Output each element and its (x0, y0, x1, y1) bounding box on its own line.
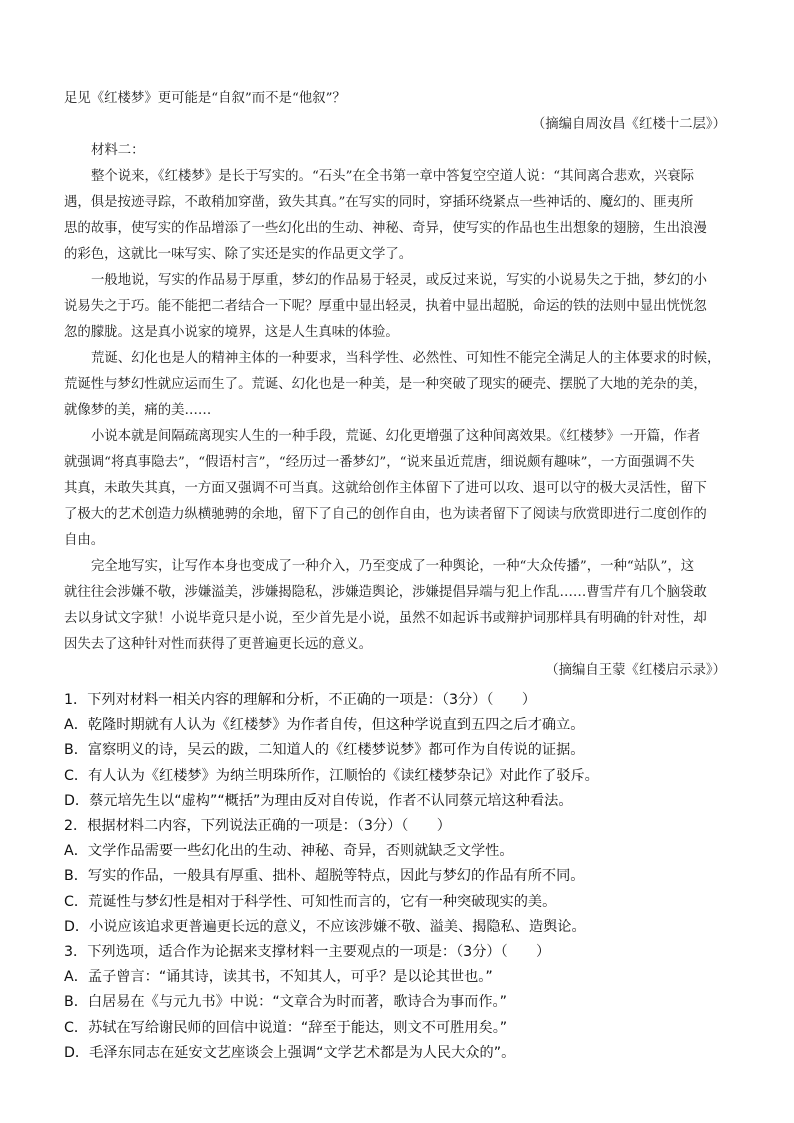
question-2-option-c[interactable]: C．荒诞性与梦幻性是相对于科学性、可知性而言的，它有一种突破现实的美。 (64, 893, 557, 910)
material2-source: （摘编自王蒙《红楼启示录》） (545, 663, 726, 678)
material2-line: 自由。 (64, 533, 105, 548)
material2-line: 整个说来，《红楼梦》是长于写实的。“石头”在全书第一章中答复空空道人说：“其间离合悲欢，兴衰际 (91, 169, 695, 184)
material2-line: 一般地说，写实的作品易于厚重，梦幻的作品易于轻灵，或反过来说，写实的小说易失之于拙，梦幻的小 (91, 273, 707, 288)
question-1-option-d[interactable]: D．蔡元培先生以“虚构”“概括”为理由反对自传说，作者不认同蔡元培这种看法。 (64, 792, 573, 809)
material1-source: （摘编自周汝昌《红楼十二层》） (531, 117, 726, 132)
material2-line: 遇，俱是按迹寻踪，不敢稍加穿凿，致失其真。”在写实的同时，穿插环绕紧点一些神话的、魔幻的、匪夷所 (64, 195, 694, 210)
question-3-stem: 3．下列选项，适合作为论据来支撑材料一主要观点的一项是：（3分）（ ） (64, 944, 551, 961)
material2-line: 去以身试文字狱！小说毕竟只是小说，至少首先是小说，虽然不如起诉书或辩护词那样具有明确的针对性，却 (64, 611, 707, 626)
question-3-option-c[interactable]: C．苏轼在写给谢民师的回信中说道：“辞至于能达，则文不可胜用矣。” (64, 1019, 508, 1036)
material2-line: 荒诞、幻化也是人的精神主体的一种要求，当科学性、必然性、可知性不能完全满足人的主体要求的时候， (91, 351, 721, 366)
question-list (64, 688, 730, 1066)
question-3-option-a[interactable]: A．孟子曾言：“诵其诗，读其书，不知其人，可乎？是以论其世也。” (64, 969, 493, 986)
question-1-option-c[interactable]: C．有人认为《红楼梦》为纳兰明珠所作，江顺怡的《读红楼梦杂记》对此作了驳斥。 (64, 767, 599, 784)
question-2-option-d[interactable]: D．小说应该追求更普遍更长远的意义，不应该涉嫌不敬、溢美、揭隐私、造舆论。 (64, 918, 586, 935)
material2-line: 其真，未敢失其真，一方面又强调不可当真。这就给创作主体留下了进可以攻、退可以守的极大灵活性，留下 (64, 481, 707, 496)
material2-line: 思的故事，使写实的作品增添了一些幻化出的生动、神秘、奇异，使写实的作品也生出想象的翅膀，生出浪漫 (64, 221, 707, 236)
question-2-option-b[interactable]: B．写实的作品，一般具有厚重、拙朴、超脱等特点，因此与梦幻的作品有所不同。 (64, 868, 585, 885)
material2-line: 小说本就是间隔疏离现实人生的一种手段，荒诞、幻化更增强了这种间离效果。《红楼梦》一开篇，作者 (91, 429, 701, 444)
material2-line: 了极大的艺术创造力纵横驰骋的余地，留下了自己的创作自由，也为读者留下了阅读与欣赏即进行二度创作的 (64, 507, 707, 522)
question-3-option-b[interactable]: B．白居易在《与元九书》中说：“文章合为时而著，歌诗合为事而作。” (64, 994, 507, 1011)
material1-closing-line: 足见《红楼梦》更可能是“自叙”而不是“他叙”？ (64, 91, 346, 106)
material2-line: 因失去了这种针对性而获得了更普遍更长远的意义。 (64, 637, 372, 652)
material2-line: 完全地写实，让写作本身也变成了一种介入，乃至变成了一种舆论，一种“大众传播”，一种“站队”，这 (91, 559, 695, 574)
material2-line: 忽的朦胧。这是真小说家的境界，这是人生真味的体验。 (64, 325, 399, 340)
question-3-option-d[interactable]: D．毛泽东同志在延安文艺座谈会上强调“文学艺术都是为人民大众的”。 (64, 1044, 516, 1061)
material2-line: 说易失之于巧。能不能把二者结合一下呢？厚重中显出轻灵，执着中显出超脱，命运的铁的法则中显出恍恍忽 (64, 299, 707, 314)
question-2-stem: 2．根据材料二内容，下列说法正确的一项是：（3分）（ ） (64, 818, 451, 835)
question-1-stem: 1．下列对材料一相关内容的理解和分析，不正确的一项是：（3分）（ ） (64, 692, 537, 708)
material2-line: 荒诞性与梦幻性就应运而生了。荒诞、幻化也是一种美，是一种突破了现实的硬壳、摆脱了大地的羌杂的美， (64, 377, 707, 392)
question-1-option-a[interactable]: A．乾隆时期就有人认为《红楼梦》为作者自传，但这种学说直到五四之后才确立。 (64, 717, 585, 734)
material2-line: 的彩色，这就比一味写实、除了实还是实的作品更文学了。 (64, 247, 413, 262)
question-1-option-b[interactable]: B．富察明义的诗，吴云的跋，二知道人的《红楼梦说梦》都可作为自传说的证据。 (64, 742, 585, 759)
material2-line: 就强调“将真事隐去”，“假语村言”，“经历过一番梦幻”，“说来虽近荒唐，细说颇有趣味”，一方面强调不失 (64, 455, 695, 470)
material2-heading: 材料二： (91, 143, 145, 158)
exam-page (64, 86, 730, 1066)
question-2-option-a[interactable]: A．文学作品需要一些幻化出的生动、神秘、奇异，否则就缺乏文学性。 (64, 843, 514, 860)
material2-line: 就往往会涉嫌不敬，涉嫌溢美，涉嫌揭隐私，涉嫌造舆论，涉嫌提倡异端与犯上作乱……曹雪芹有几个脑袋敢 (64, 585, 707, 600)
material2-line: 就像梦的美，痛的美…… (64, 403, 212, 418)
